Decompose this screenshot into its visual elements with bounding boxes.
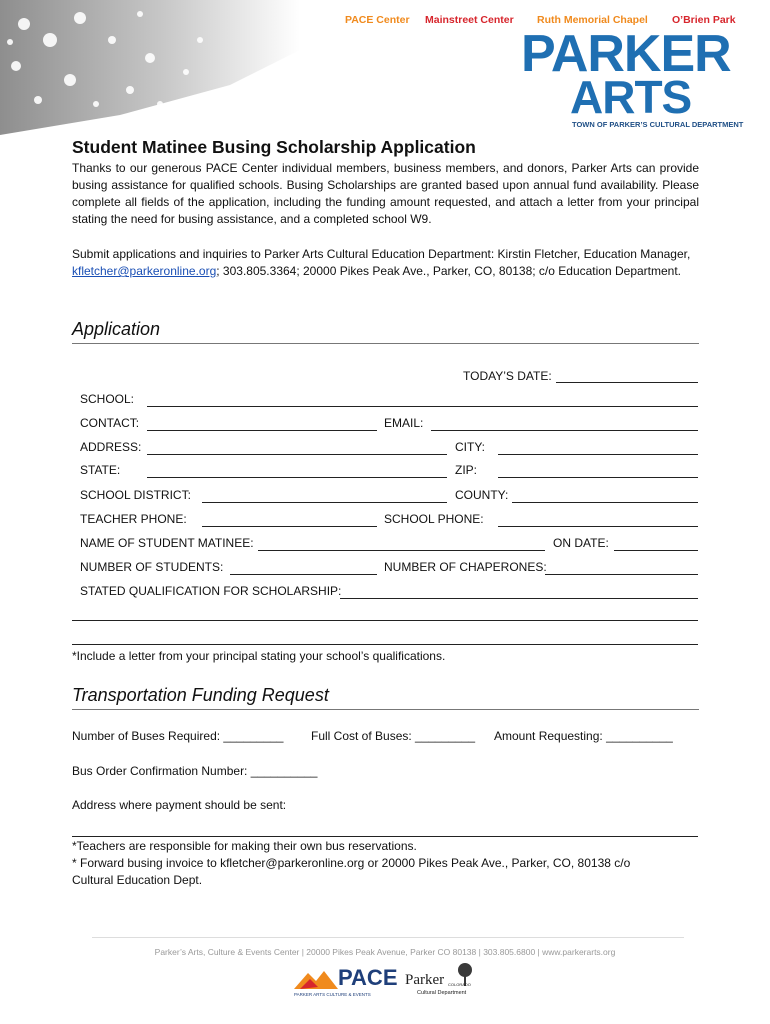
qualification-field[interactable] [340, 598, 698, 599]
school-label: SCHOOL: [80, 392, 135, 406]
transport-heading: Transportation Funding Request [72, 685, 329, 705]
pace-logo-word: PACE [338, 965, 398, 990]
todays-date-field[interactable] [556, 382, 698, 383]
matinee-field[interactable] [258, 550, 545, 551]
num-chaperones-field[interactable] [545, 574, 698, 575]
num-students-label: NUMBER OF STUDENTS: [80, 560, 224, 574]
school-phone-label: SCHOOL PHONE: [384, 512, 484, 526]
application-rule [72, 343, 699, 344]
address-label: ADDRESS: [80, 440, 142, 454]
email-field[interactable] [431, 430, 698, 431]
page-title: Student Matinee Busing Scholarship Application [72, 137, 476, 157]
zip-label: ZIP: [455, 463, 478, 477]
num-students-field[interactable] [230, 574, 377, 575]
email-link[interactable]: kfletcher@parkeronline.org [72, 264, 217, 278]
contact-field[interactable] [147, 430, 377, 431]
header-decoration [0, 0, 330, 140]
parker-logo-sub: Cultural Department [417, 990, 467, 996]
application-heading: Application [72, 319, 161, 339]
bus-confirmation-field[interactable]: Bus Order Confirmation Number: __________ [72, 764, 318, 778]
teacher-phone-field[interactable] [202, 526, 377, 527]
reservation-note: *Teachers are responsible for making their own bus reservations. [72, 839, 417, 853]
logo-parker: PARKER [521, 25, 731, 83]
parker-logo [405, 962, 485, 1002]
invoice-note: * Forward busing invoice to kfletcher@parkeronline.org or 20000 Pikes Peak Ave., Parker, CO, 80138 c/o [72, 856, 631, 870]
submit-text-after: ; 303.805.3364; 20000 Pikes Peak Ave., Parker, CO, 80138; c/o Education Department. [216, 264, 682, 278]
pace-logo-sub: PARKER ARTS CULTURE & EVENTS [294, 992, 371, 997]
footer-text: Parker’s Arts, Culture & Events Center | 20000 Pikes Peak Avenue, Parker CO 80138 | 303.805.6800 | www.parkerarts.org [154, 947, 616, 957]
logo-arts: ARTS [570, 71, 692, 123]
on-date-field[interactable] [614, 550, 698, 551]
city-field[interactable] [498, 454, 698, 455]
footer-rule [92, 937, 684, 938]
school-district-label: SCHOOL DISTRICT: [80, 488, 191, 502]
on-date-label: ON DATE: [553, 536, 609, 550]
zip-field[interactable] [498, 477, 698, 478]
amount-requesting-field[interactable]: Amount Requesting: __________ [494, 729, 673, 743]
submit-text: Submit applications and inquiries to Parker Arts Cultural Education Department: Kirstin Fletcher, Education Manager, [72, 247, 691, 261]
intro-paragraph: Thanks to our generous PACE Center individual members, business members, and donors, Parker Arts can provide busing assistance for qualified schools. Busing Scholarships are granted based upon annual fund availability. Please complete all fields of the application, including the funding amount requested, and attach a letter from your principal stating the need for busing assistance, and a completed school W9. [72, 161, 699, 226]
city-label: CITY: [455, 440, 486, 454]
pace-mountain-icon [294, 967, 338, 991]
venue-pace-center: PACE Center [345, 14, 410, 26]
contact-label: CONTACT: [80, 416, 140, 430]
venue-ruth-memorial-chapel: Ruth Memorial Chapel [537, 14, 648, 26]
state-label: STATE: [80, 463, 121, 477]
logo-tagline: TOWN OF PARKER’S CULTURAL DEPARTMENT [572, 120, 744, 129]
qualification-field-line-3[interactable] [72, 644, 698, 645]
school-district-field[interactable] [202, 502, 447, 503]
num-chaperones-label: NUMBER OF CHAPERONES: [384, 560, 547, 574]
venue-mainstreet-center: Mainstreet Center [425, 14, 514, 26]
full-cost-field[interactable]: Full Cost of Buses: _________ [311, 729, 476, 743]
buses-required-field[interactable]: Number of Buses Required: _________ [72, 729, 284, 743]
state-field[interactable] [147, 477, 447, 478]
school-phone-field[interactable] [498, 526, 698, 527]
payment-address-field[interactable] [72, 836, 698, 837]
email-label: EMAIL: [384, 416, 424, 430]
matinee-label: NAME OF STUDENT MATINEE: [80, 536, 254, 550]
payment-address-label: Address where payment should be sent: [72, 798, 287, 812]
county-field[interactable] [512, 502, 698, 503]
teacher-phone-label: TEACHER PHONE: [80, 512, 187, 526]
qualification-field-line-2[interactable] [72, 620, 698, 621]
parker-logo-word: Parker [405, 972, 445, 988]
qualification-label: STATED QUALIFICATION FOR SCHOLARSHIP: [80, 584, 342, 598]
pace-logo [294, 965, 398, 999]
invoice-note-continued: Cultural Education Dept. [72, 873, 203, 887]
address-field[interactable] [147, 454, 447, 455]
parker-logo-state: COLORADO [448, 982, 471, 987]
county-label: COUNTY: [455, 488, 509, 502]
transport-rule [72, 709, 699, 710]
principal-letter-note: *Include a letter from your principal stating your school’s qualifications. [72, 649, 446, 663]
venue-obrien-park: O’Brien Park [672, 14, 736, 26]
submit-paragraph [72, 246, 712, 280]
school-field[interactable] [147, 406, 698, 407]
todays-date-label: TODAY’S DATE: [463, 369, 552, 383]
